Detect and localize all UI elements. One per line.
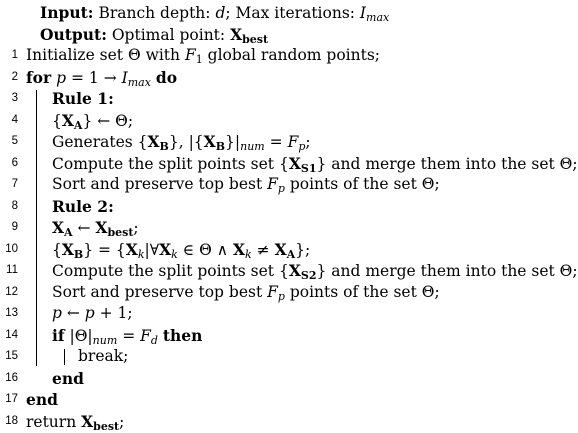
line-number: 7 [0,174,18,196]
line-number: 11 [0,260,18,282]
line-number: 8 [0,196,18,218]
algorithm-line-16 [0,368,547,390]
algorithm-line-17 [0,389,547,411]
algorithm-line-8 [0,196,547,218]
block-bar [64,349,65,365]
line-number: 15 [0,346,18,368]
algorithm-block [0,2,547,432]
for-block-bar [36,90,37,366]
algorithm-line-12 [0,282,547,304]
algorithm-line-15 [0,346,547,368]
line-text: Compute the split points set $\{X_{S2}\}$ and merge them into the set Θ; [52,260,578,283]
line-text: if $|\Theta|_{num} = F_d$ then [52,325,202,348]
algorithm-line-6 [0,153,547,175]
line-number: 1 [0,45,18,67]
line-number: 5 [0,131,18,153]
line-number: 13 [0,303,18,325]
line-number: 14 [0,325,18,347]
line-text: Rule 1: [52,88,114,111]
line-number: 9 [0,217,18,239]
line-text: Sort and preserve top best $F_p$ points of the set Θ; [52,282,440,304]
line-number: 10 [0,239,18,261]
algorithm-line-5 [0,131,547,153]
algorithm-line-9 [0,217,547,239]
line-text: break; [78,346,128,368]
algorithm-output [0,24,547,46]
line-text: return $X_{best}$; [26,411,124,433]
algorithm-line-14 [0,325,547,347]
algorithm-line-13 [0,303,547,325]
line-text: Initialize set Θ with $F_1$ global random points; [26,45,380,67]
line-text: $\{X_B\}$ = {$X_k|\forall X_k$ ∈ Θ ∧ $X_k \ne X_A$}; [52,239,310,262]
line-number: 3 [0,88,18,110]
algorithm-input-text: Input: Branch depth: d; Max iterations: $I_{max}$ [40,2,389,25]
input-label: Input: [40,3,94,22]
line-text: Compute the split points set $\{X_{S1}\}$ and merge them into the set Θ; [52,153,578,176]
algorithm-line-11 [0,260,547,282]
line-number: 4 [0,110,18,132]
line-text: p ← p + 1; [52,303,133,325]
line-number: 2 [0,67,18,89]
algorithm-line-18 [0,411,547,433]
line-text: end [52,368,84,391]
line-number: 18 [0,411,18,433]
algorithm-line-3 [0,88,547,110]
algorithm-line-4 [0,110,547,132]
line-text: Generates $\{X_B\}$, $|\{X_B\}|_{num} = F_p$; [52,131,311,154]
output-label: Output: [40,25,107,44]
algorithm-line-7 [0,174,547,196]
line-text: end [26,389,58,412]
line-text: Rule 2: [52,196,114,219]
line-number: 16 [0,368,18,390]
line-number: 12 [0,282,18,304]
line-text: Sort and preserve top best $F_p$ points of the set Θ; [52,174,440,196]
algorithm-line-10 [0,239,547,261]
algorithm-input [0,2,547,24]
line-text: for $p = 1 \to I_{max}$ do [26,67,177,90]
line-text: $\{X_A\}$ ← Θ; [52,110,133,133]
algorithm-output-text: Output: Optimal point: $X_{best}$ [40,24,268,47]
line-number: 17 [0,389,18,411]
algorithm-line-1 [0,45,547,67]
line-text: $X_A$ ← $X_{best}$; [52,217,139,240]
line-number: 6 [0,153,18,175]
algorithm-line-2 [0,67,547,89]
